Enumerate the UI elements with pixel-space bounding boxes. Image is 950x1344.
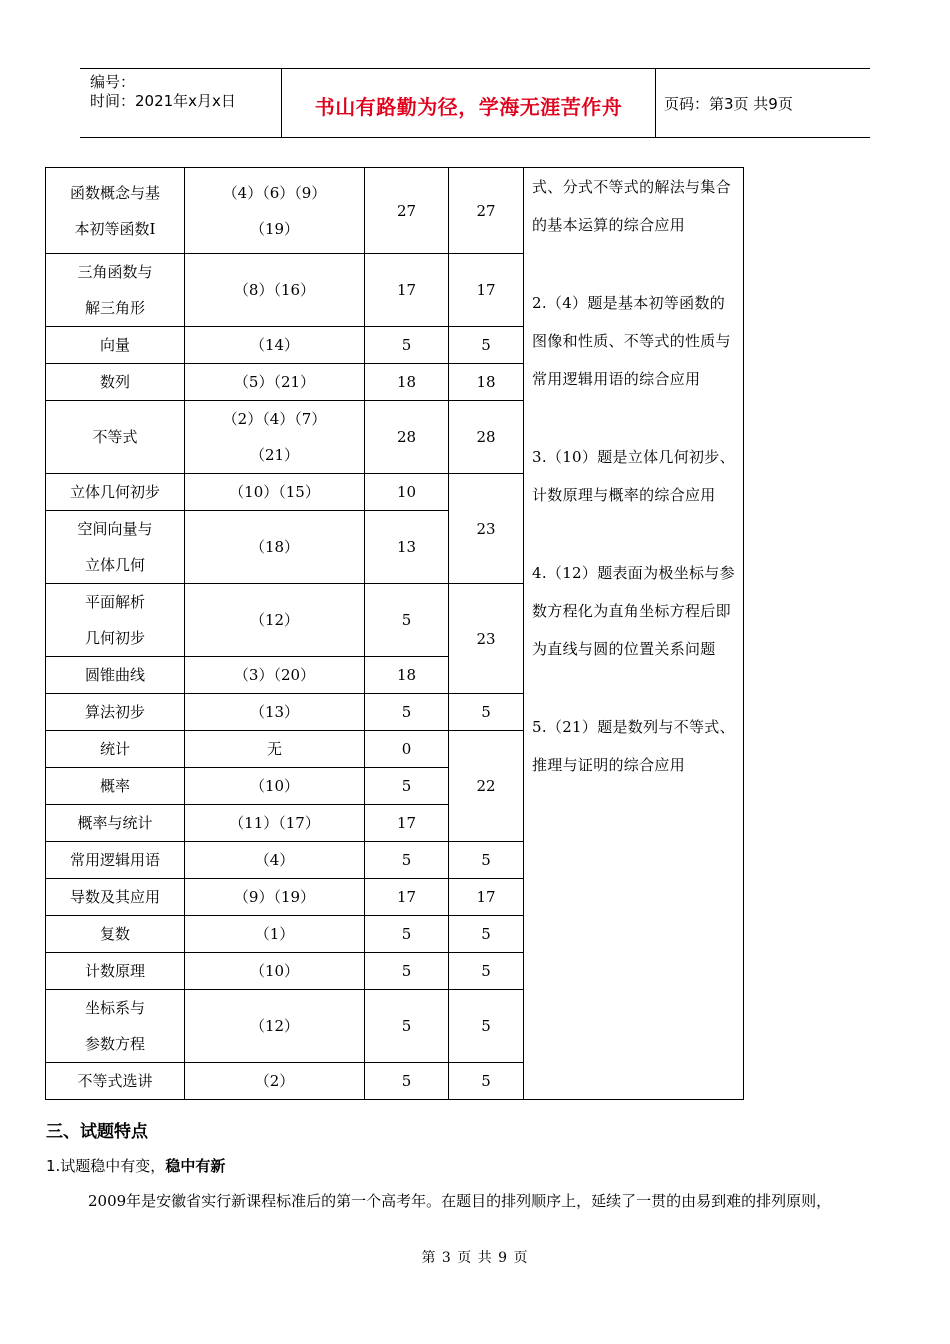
score-cell: 5 — [365, 584, 449, 657]
topic-cell: 立体几何初步 — [46, 474, 185, 511]
topic-cell: 不等式选讲 — [46, 1063, 185, 1100]
total-cell: 17 — [449, 254, 524, 327]
topic-cell: 函数概念与基 本初等函数Ⅰ — [46, 168, 185, 254]
score-cell: 17 — [365, 879, 449, 916]
questions-cell: （18） — [185, 511, 365, 584]
total-cell: 5 — [449, 916, 524, 953]
note-item: 5.（21）题是数列与不等式、推理与证明的综合应用 — [532, 718, 735, 774]
topic-cell: 导数及其应用 — [46, 879, 185, 916]
section-paragraph: 2009年是安徽省实行新课程标准后的第一个高考年。在题目的排列顺序上，延续了一贯的由易到难的排列原则， — [88, 1192, 832, 1210]
questions-cell: （14） — [185, 327, 365, 364]
topic-cell: 概率 — [46, 768, 185, 805]
header-motto: 书山有路勤为径，学海无涯苦作舟 — [314, 95, 623, 119]
topic-cell: 圆锥曲线 — [46, 657, 185, 694]
questions-cell: （1） — [185, 916, 365, 953]
total-cell: 5 — [449, 327, 524, 364]
total-cell: 28 — [449, 401, 524, 474]
note-item: 2.（4）题是基本初等函数的图像和性质、不等式的性质与常用逻辑用语的综合应用 — [532, 294, 731, 388]
exam-analysis-table — [45, 167, 744, 1100]
header-meta — [90, 73, 280, 111]
questions-cell: 无 — [185, 731, 365, 768]
topic-cell: 概率与统计 — [46, 805, 185, 842]
note-item: 4.（12）题表面为极坐标与参数方程化为直角坐标方程后即为直线与圆的位置关系问题 — [532, 564, 735, 658]
topic-cell: 坐标系与 参数方程 — [46, 990, 185, 1063]
topic-cell: 不等式 — [46, 401, 185, 474]
questions-cell: （12） — [185, 584, 365, 657]
topic-cell: 复数 — [46, 916, 185, 953]
score-cell: 5 — [365, 327, 449, 364]
topic-cell: 向量 — [46, 327, 185, 364]
total-cell: 5 — [449, 842, 524, 879]
topic-cell: 算法初步 — [46, 694, 185, 731]
score-cell: 28 — [365, 401, 449, 474]
topic-cell: 三角函数与 解三角形 — [46, 254, 185, 327]
header-number-label: 编号： — [90, 73, 136, 91]
questions-cell: （13） — [185, 694, 365, 731]
questions-cell: （4） — [185, 842, 365, 879]
header-page-label: 页码：第3页 共9页 — [664, 95, 793, 113]
total-cell: 23 — [449, 474, 524, 584]
section-subtitle: 1.试题稳中有变，稳中有新 — [46, 1157, 226, 1175]
total-cell: 18 — [449, 364, 524, 401]
section-title: 三、试题特点 — [46, 1122, 148, 1142]
total-cell: 17 — [449, 879, 524, 916]
score-cell: 0 — [365, 731, 449, 768]
topic-cell: 常用逻辑用语 — [46, 842, 185, 879]
questions-cell: （12） — [185, 990, 365, 1063]
total-cell: 5 — [449, 694, 524, 731]
score-cell: 18 — [365, 364, 449, 401]
topic-cell: 数列 — [46, 364, 185, 401]
total-cell: 5 — [449, 1063, 524, 1100]
score-cell: 5 — [365, 842, 449, 879]
score-cell: 5 — [365, 953, 449, 990]
page-header — [80, 68, 870, 138]
topic-cell: 平面解析 几何初步 — [46, 584, 185, 657]
score-cell: 5 — [365, 990, 449, 1063]
questions-cell: （8）（16） — [185, 254, 365, 327]
topic-cell: 计数原理 — [46, 953, 185, 990]
topic-cell: 空间向量与 立体几何 — [46, 511, 185, 584]
notes-cell — [524, 168, 744, 1100]
table-row — [46, 168, 744, 254]
score-cell: 17 — [365, 805, 449, 842]
score-cell: 27 — [365, 168, 449, 254]
questions-cell: （9）（19） — [185, 879, 365, 916]
note-item: 3.（10）题是立体几何初步、计数原理与概率的综合应用 — [532, 448, 735, 504]
questions-cell: （11）（17） — [185, 805, 365, 842]
total-cell: 5 — [449, 953, 524, 990]
header-time-label: 时间：2021年x月x日 — [90, 92, 236, 110]
score-cell: 5 — [365, 1063, 449, 1100]
questions-cell: （2） — [185, 1063, 365, 1100]
questions-cell: （5）（21） — [185, 364, 365, 401]
questions-cell: （4）（6）（9） （19） — [185, 168, 365, 254]
score-cell: 10 — [365, 474, 449, 511]
questions-cell: （10） — [185, 953, 365, 990]
score-cell: 17 — [365, 254, 449, 327]
score-cell: 5 — [365, 768, 449, 805]
header-divider — [655, 69, 656, 137]
score-cell: 5 — [365, 694, 449, 731]
questions-cell: （3）（20） — [185, 657, 365, 694]
score-cell: 13 — [365, 511, 449, 584]
topic-cell: 统计 — [46, 731, 185, 768]
total-cell: 23 — [449, 584, 524, 694]
questions-cell: （2）（4）（7） （21） — [185, 401, 365, 474]
score-cell: 18 — [365, 657, 449, 694]
total-cell: 22 — [449, 731, 524, 842]
note-item: 式、分式不等式的解法与集合的基本运算的综合应用 — [532, 178, 731, 234]
score-cell: 5 — [365, 916, 449, 953]
total-cell: 5 — [449, 990, 524, 1063]
total-cell: 27 — [449, 168, 524, 254]
questions-cell: （10） — [185, 768, 365, 805]
questions-cell: （10）（15） — [185, 474, 365, 511]
page-footer: 第 3 页 共 9 页 — [421, 1250, 529, 1266]
